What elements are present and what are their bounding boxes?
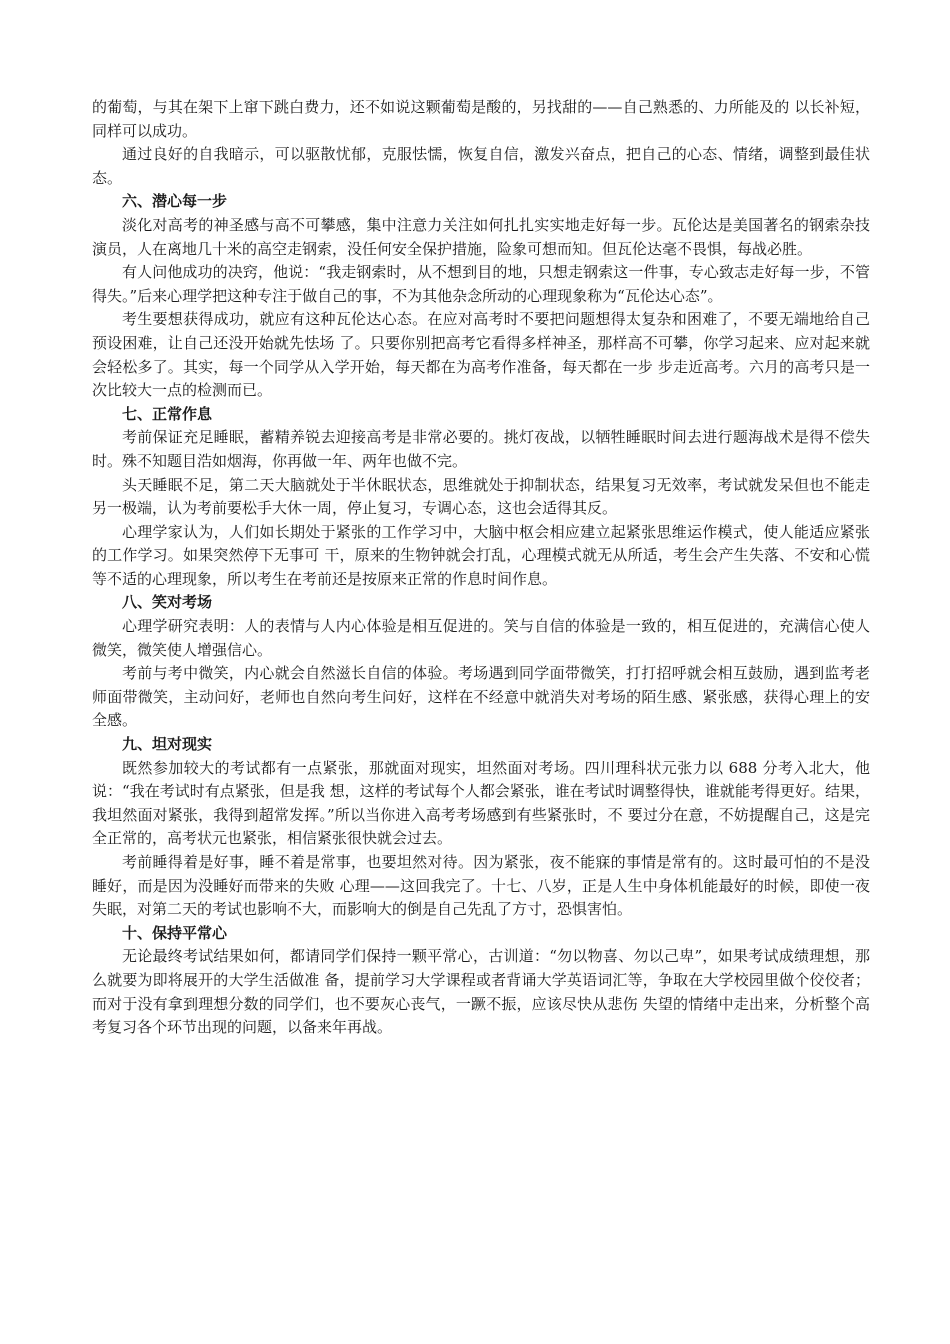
paragraph: 考前保证充足睡眠，蓄精养锐去迎接高考是非常必要的。挑灯夜战，以牺牲睡眠时间去进行题海战术是得不偿失时。殊不知题目浩如烟海，你再做一年、两年也做不完。 (92, 428, 870, 470)
section-heading: 八、笑对考场 (122, 593, 213, 612)
paragraph: 考生要想获得成功，就应有这种瓦伦达心态。在应对高考时不要把问题想得太复杂和困难了，不要无端地给自己预设困难，让自己还没开始就先怯场 了。只要你别把高考它看得多样神圣，那样高不可攀，你学习起来、应对起来就会轻松多了。其实，每一个同学从入学开始，每天都在为高考作准备，每天都在一步 步走近高考。六月的高考只是一次比较大一点的检测而已。 (92, 310, 870, 400)
section-heading: 六、潜心每一步 (122, 192, 228, 211)
paragraph: 通过良好的自我暗示，可以驱散忧郁，克服怯懦，恢复自信，激发兴奋点，把自己的心态、情绪，调整到最佳状态。 (92, 145, 870, 187)
paragraph: 淡化对高考的神圣感与高不可攀感，集中注意力关注如何扎扎实实地走好每一步。瓦伦达是美国著名的钢索杂技演员，人在离地几十米的高空走钢索，没任何安全保护措施，险象可想而知。但瓦伦达毫不畏惧，每战必胜。 (92, 215, 870, 258)
paragraph: 考前睡得着是好事，睡不着是常事，也要坦然对待。因为紧张，夜不能寐的事情是常有的。这时最可怕的不是没睡好，而是因为没睡好而带来的失败 心理——这回我完了。十七、八岁，正是人生中身体机能最好的时候，即使一夜失眠，对第二天的考试也影响不大，而影响大的倒是自己先乱了方寸，恐惧害怕。 (92, 853, 870, 919)
paragraph: 有人问他成功的决窍，他说：“我走钢索时，从不想到目的地，只想走钢索这一件事，专心致志走好每一步，不管得失。”后来心理学把这种专注于做自己的事，不为其他杂念所动的心理现象称为“瓦伦达心态”。 (92, 263, 870, 305)
paragraph: 无论最终考试结果如何，都请同学们保持一颗平常心，古训道：“勿以物喜、勿以己卑”，如果考试成绩理想，那么就要为即将展开的大学生活做准 备，提前学习大学课程或者背诵大学英语词汇等，争取在大学校园里做个佼佼者；而对于没有拿到理想分数的同学们，也不要灰心丧气，一蹶不振，应该尽快从悲伤 失望的情绪中走出来，分析整个高考复习各个环节出现的问题，以备来年再战。 (92, 947, 870, 1037)
paragraph: 的葡萄，与其在架下上窜下跳白费力，还不如说这颗葡萄是酸的，另找甜的——自己熟悉的、力所能及的 以长补短，同样可以成功。 (92, 98, 870, 140)
document-page (92, 96, 870, 1040)
paragraph: 头天睡眠不足，第二天大脑就处于半休眠状态，思维就处于抑制状态，结果复习无效率，考试就发呆但也不能走另一极端，认为考前要松手大休一周，停止复习，专调心态，这也会适得其反。 (92, 475, 870, 518)
paragraph: 既然参加较大的考试都有一点紧张，那就面对现实，坦然面对考场。四川理科状元张力以 688 分考入北大，他说：“我在考试时有点紧张，但是我 想，这样的考试每个人都会紧张，谁在考试时调整得快，谁就能考得更好。结果，我坦然面对紧张，我得到超常发挥。”所以当你进入高考考场感到有些紧张时，不 要过分在意，不妨提醒自己，这是完全正常的，高考状元也紧张，相信紧张很快就会过去。 (92, 758, 870, 848)
section-heading: 九、坦对现实 (122, 735, 213, 754)
section-heading: 七、正常作息 (122, 404, 213, 423)
paragraph: 心理学家认为，人们如长期处于紧张的工作学习中，大脑中枢会相应建立起紧张思维运作模式，使人能适应紧张的工作学习。如果突然停下无事可 干，原来的生物钟就会打乱，心理模式就无从所适，考生会产生失落、不安和心慌等不适的心理现象，所以考生在考前还是按原来正常的作息时间作息。 (92, 522, 870, 588)
section-heading: 十、保持平常心 (122, 923, 228, 942)
paragraph: 考前与考中微笑，内心就会自然滋长自信的体验。考场遇到同学面带微笑，打打招呼就会相互鼓励，遇到监考老师面带微笑，主动问好，老师也自然向考生问好，这样在不经意中就消失对考场的陌生感、紧张感，获得心理上的安全感。 (92, 664, 870, 730)
paragraph: 心理学研究表明：人的表情与人内心体验是相互促进的。笑与自信的体验是一致的，相互促进的，充满信心使人微笑，微笑使人增强信心。 (92, 617, 870, 659)
